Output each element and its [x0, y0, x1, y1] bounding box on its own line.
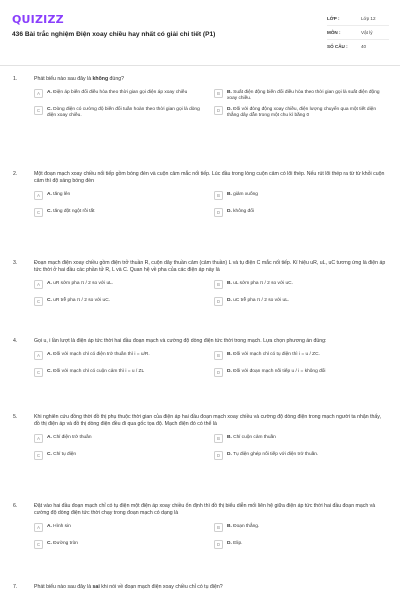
option-body: Suất điện động biến đổi điều hòa theo thời gian gọi là suất điện động xoay chiều. — [227, 89, 380, 101]
question-text — [34, 76, 386, 83]
option-prefix: B. — [227, 89, 232, 95]
option-prefix: D. — [227, 368, 232, 374]
meta-label: LỚP : — [327, 15, 340, 21]
answer-option-c[interactable] — [34, 297, 206, 310]
answer-option-b[interactable] — [214, 191, 386, 204]
question-number: 7. — [13, 584, 18, 590]
option-body: uR trễ pha π / 2 so với uC. — [53, 297, 111, 303]
meta-row-count — [327, 40, 389, 54]
option-text — [47, 89, 187, 96]
option-text — [47, 540, 78, 547]
answer-option-d[interactable] — [214, 540, 386, 553]
option-text — [47, 106, 206, 119]
option-letter-box: D — [214, 451, 223, 460]
option-body: uL sớm pha π / 2 so với uC. — [233, 280, 293, 286]
option-body: Đối với mạch chỉ có điện trở thuần thì i = u/R. — [53, 351, 150, 357]
option-text — [47, 434, 92, 441]
option-letter-box: B — [214, 351, 223, 360]
option-letter-box: C — [34, 297, 43, 306]
option-letter-box: B — [214, 434, 223, 443]
option-text — [227, 451, 318, 458]
option-prefix: A. — [47, 351, 52, 357]
option-body: Tụ điện ghép nối tiếp với điện trở thuần. — [233, 451, 319, 457]
question-text-part: Đặt vào hai đầu đoạn mạch chỉ có tụ điện một điện áp xoay chiều ổn định thì đồ thị biểu diễn mối liên hệ giữa điện áp tức thời hai đầu đoạn mạch và cường độ dòng điện tức thời chạy trong đoạn mạch có dạng là — [34, 503, 376, 516]
answer-options — [34, 351, 386, 381]
answer-option-a[interactable] — [34, 280, 206, 293]
answer-options — [34, 89, 386, 120]
option-text — [227, 434, 276, 441]
answer-option-c[interactable] — [34, 451, 206, 464]
option-body: Đối với đòng động xoay chiều, điện lượng chuyển qua một tiết diện thẳng dây dẫn trong một chu kì bằng 0 — [227, 107, 376, 119]
question-number: 2. — [13, 171, 18, 177]
answer-options — [34, 191, 386, 221]
answer-options — [34, 523, 386, 553]
option-body: Đoạn thẳng. — [233, 523, 260, 529]
option-prefix: D. — [227, 540, 232, 546]
option-letter-box: A — [34, 280, 43, 289]
answer-option-b[interactable] — [214, 351, 386, 364]
meta-value: Lớp 12 — [361, 15, 376, 21]
option-prefix: A. — [47, 434, 52, 440]
question-text — [34, 260, 386, 274]
question-item — [0, 76, 400, 120]
option-letter-box: B — [214, 191, 223, 200]
question-text-part: khi nói về đoạn mạch điện xoay chiều chỉ có tụ điện? — [99, 584, 223, 590]
option-body: Đối với mạch chỉ có tụ điện thì i = u / ZC. — [233, 351, 320, 357]
question-number: 5. — [13, 414, 18, 420]
option-prefix: B. — [227, 191, 232, 197]
option-letter-box: C — [34, 106, 43, 115]
question-text-part: Phát biểu nào sau đây là — [34, 584, 93, 590]
option-text — [47, 368, 144, 375]
option-prefix: C. — [47, 297, 52, 303]
question-text — [34, 503, 386, 517]
answer-option-c[interactable] — [34, 368, 206, 381]
option-letter-box: C — [34, 208, 43, 217]
option-letter-box: A — [34, 89, 43, 98]
option-letter-box: D — [214, 106, 223, 115]
option-prefix: C. — [47, 540, 52, 546]
document-title: 436 Bài trắc nghiệm Điện xoay chiều hay nhất có giải chi tiết (P1) — [12, 31, 216, 38]
option-text — [227, 351, 320, 358]
meta-panel — [327, 12, 389, 54]
meta-value: 40 — [361, 44, 367, 50]
question-text — [34, 584, 386, 591]
option-body: giảm xuống — [233, 191, 258, 197]
option-text — [227, 208, 254, 215]
option-body: uR sớm pha π / 2 so với uL. — [53, 280, 114, 286]
option-letter-box: B — [214, 89, 223, 98]
option-prefix: D. — [227, 208, 232, 214]
option-text — [227, 89, 386, 102]
answer-option-b[interactable] — [214, 523, 386, 536]
question-number: 1. — [13, 76, 18, 82]
option-body: Chỉ điện trở thuần — [53, 434, 92, 440]
option-body: Chỉ cuộn cảm thuần — [233, 434, 276, 440]
answer-option-a[interactable] — [34, 523, 206, 536]
option-body: Đối với mạch chỉ có cuộn cảm thì i = u / ZL — [53, 368, 145, 374]
answer-option-d[interactable] — [214, 451, 386, 464]
option-letter-box: D — [214, 208, 223, 217]
answer-options — [34, 280, 386, 310]
answer-option-d[interactable] — [214, 208, 386, 221]
question-item — [0, 171, 400, 221]
question-text-part: Khi nghiên cứu đồng thời đồ thị phụ thuộc thời gian của điện áp hai đầu đoạn mạch xoay chiều và cường độ dòng điện trong mạch người ta nhận thấy, đồ thị điện áp và đồ thị dòng điện đều đi qua gốc tọa độ. Mạch điện đó có thể là — [34, 414, 381, 427]
question-number: 6. — [13, 503, 18, 509]
question-text-part: Phát biểu nào sau đây là — [34, 76, 93, 82]
question-text-part: đúng? — [108, 76, 124, 82]
option-body: Đường tròn — [53, 540, 78, 546]
document-header — [0, 0, 400, 66]
option-prefix: D. — [227, 451, 232, 457]
answer-option-c[interactable] — [34, 208, 206, 221]
option-body: uC trễ pha π / 2 so với uL. — [233, 297, 290, 303]
option-prefix: C. — [47, 368, 52, 374]
option-text — [47, 351, 150, 358]
option-letter-box: C — [34, 540, 43, 549]
answer-option-a[interactable] — [34, 351, 206, 364]
option-letter-box: A — [34, 191, 43, 200]
question-item — [0, 338, 400, 381]
option-body: Elip. — [233, 540, 243, 546]
option-prefix: C. — [47, 451, 52, 457]
option-letter-box: A — [34, 434, 43, 443]
option-text — [47, 191, 70, 198]
option-prefix: B. — [227, 523, 232, 529]
option-prefix: A. — [47, 523, 52, 529]
option-text — [227, 297, 289, 304]
answer-option-c[interactable] — [34, 540, 206, 553]
option-body: Điện áp biến đổi điều hòa theo thời gian gọi điện áp xoay chiều — [53, 89, 188, 95]
option-body: Hình sin — [53, 523, 71, 529]
meta-row-subject — [327, 26, 389, 40]
option-prefix: C. — [47, 107, 52, 113]
option-letter-box: D — [214, 297, 223, 306]
question-text — [34, 338, 386, 345]
option-text — [227, 106, 386, 119]
option-prefix: A. — [47, 280, 52, 286]
option-text — [47, 208, 95, 215]
question-number: 3. — [13, 260, 18, 266]
option-text — [227, 540, 243, 547]
answer-option-a[interactable] — [34, 434, 206, 447]
option-letter-box: A — [34, 351, 43, 360]
option-text — [47, 523, 71, 530]
option-letter-box: D — [214, 368, 223, 377]
question-text-part: Một đoạn mạch xoay chiều nối tiếp gồm bóng đèn và cuộn cảm mắc nối tiếp. Lúc đầu trong lòng cuộn cảm có lõi thép. Nếu rút lõi thép ra từ từ khỏi cuộn cảm thì độ sáng bóng đèn — [34, 171, 385, 184]
meta-row-grade — [327, 12, 389, 26]
option-letter-box: A — [34, 523, 43, 532]
option-text — [47, 451, 76, 458]
answer-option-b[interactable] — [214, 89, 386, 102]
option-text — [47, 280, 113, 287]
answer-option-d[interactable] — [214, 106, 386, 119]
option-body: tăng đột ngột rồi tắt — [53, 208, 95, 214]
meta-label: SỐ CÂU : — [327, 44, 348, 50]
option-prefix: B. — [227, 351, 232, 357]
option-prefix: D. — [227, 107, 232, 113]
option-prefix: D. — [227, 297, 232, 303]
question-emphasis: không — [92, 76, 109, 82]
option-text — [227, 523, 259, 530]
option-letter-box: B — [214, 280, 223, 289]
option-prefix: C. — [47, 208, 52, 214]
quizizz-logo: QUIZIZZ — [12, 13, 64, 26]
option-prefix: B. — [227, 434, 232, 440]
meta-value: Vật lý — [361, 29, 373, 35]
answer-option-d[interactable] — [214, 297, 386, 310]
option-text — [227, 280, 293, 287]
option-body: Chỉ tụ điện — [53, 451, 77, 457]
answer-option-a[interactable] — [34, 191, 206, 204]
answer-option-a[interactable] — [34, 89, 206, 102]
question-item — [0, 414, 400, 464]
option-prefix: A. — [47, 191, 52, 197]
answer-option-b[interactable] — [214, 280, 386, 293]
option-body: Đối với đoạn mạch nối tiếp u / i = không đổi — [233, 368, 326, 374]
question-text-part: Gọi u, i lần lượt là điện áp tức thời hai đầu đoạn mạch và cường độ dòng điện tức thời trong mạch. Lựa chọn phương án đúng: — [34, 338, 327, 344]
question-emphasis: sai — [92, 584, 100, 590]
question-item — [0, 584, 400, 591]
option-body: không đổi — [233, 208, 254, 214]
option-letter-box: B — [214, 523, 223, 532]
answer-options — [34, 434, 386, 464]
option-prefix: A. — [47, 89, 52, 95]
option-body: Dòng điện có cường độ biến đổi tuần hoàn theo thời gian gọi là dòng điện xoay chiều. — [47, 107, 200, 119]
option-letter-box: C — [34, 368, 43, 377]
option-text — [47, 297, 110, 304]
question-text — [34, 171, 386, 185]
option-text — [227, 368, 326, 375]
question-item — [0, 260, 400, 310]
option-body: tăng lên — [53, 191, 71, 197]
question-text — [34, 414, 386, 428]
option-letter-box: C — [34, 451, 43, 460]
option-letter-box: D — [214, 540, 223, 549]
answer-option-c[interactable] — [34, 106, 206, 119]
question-text-part: Đoạn mạch điện xoay chiều gồm điện trở thuần R, cuộn dây thuần cảm (cảm thuần) L và tụ điện C mắc nối tiếp. Kí hiệu uR, uL, uC tương ứng là điện áp tức thời ở hai đầu các phần tử R, L và C. Quan hệ về pha của các điện áp này là — [34, 260, 386, 273]
answer-option-b[interactable] — [214, 434, 386, 447]
question-item — [0, 503, 400, 553]
meta-label: MÔN : — [327, 29, 341, 35]
option-prefix: B. — [227, 280, 232, 286]
answer-option-d[interactable] — [214, 368, 386, 381]
question-number: 4. — [13, 338, 18, 344]
option-text — [227, 191, 258, 198]
